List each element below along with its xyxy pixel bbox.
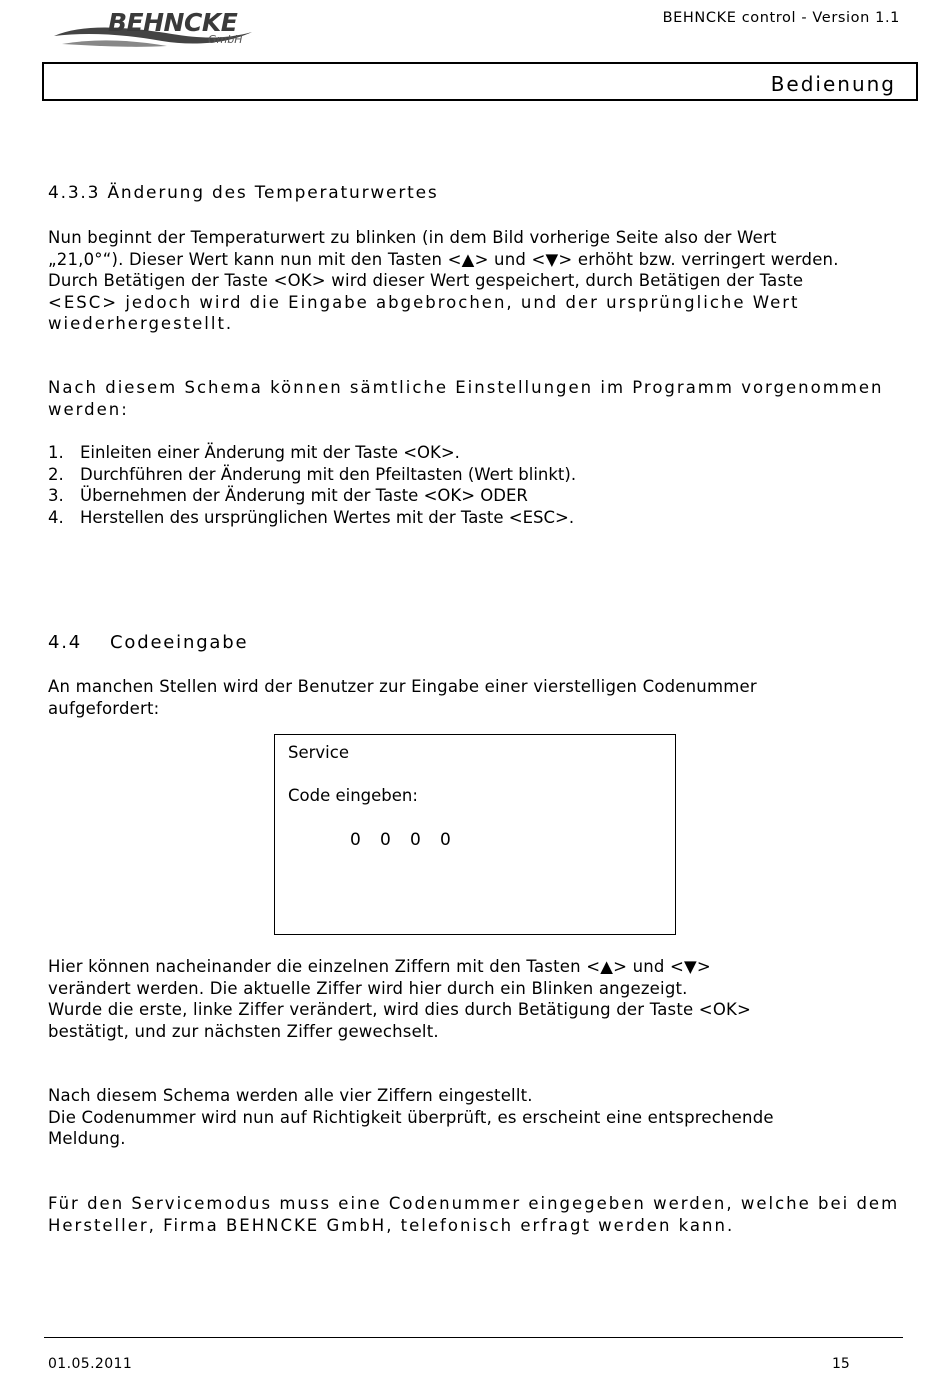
text-line: Durch Betätigen der Taste <OK> wird dieser Wert gespeichert, durch Betätigen der Taste — [48, 271, 804, 290]
list-number: 1. — [48, 443, 64, 462]
list-item — [48, 464, 576, 486]
list-text: Durchführen der Änderung mit den Pfeiltasten (Wert blinkt). — [80, 464, 577, 484]
display-line-service: Service — [288, 743, 349, 762]
text-line: <ESC> jedoch wird die Eingabe abgebrochen, und der ursprüngliche Wert — [48, 292, 800, 312]
list-text: Einleiten einer Änderung mit der Taste <OK>. — [80, 443, 460, 462]
paragraph-code-intro — [48, 676, 918, 719]
code-digit: 0 — [350, 830, 361, 850]
code-digit: 0 — [440, 830, 451, 850]
logo-text: BEHNCKE — [108, 8, 238, 37]
list-item — [48, 485, 576, 507]
text-line: verändert werden. Die aktuelle Ziffer wird hier durch ein Blinken angezeigt. — [48, 978, 688, 998]
steps-list — [48, 442, 576, 528]
text-line: Für den Servicemodus muss eine Codenummer eingegeben werden, welche bei dem — [48, 1194, 900, 1213]
heading-4-4 — [48, 632, 248, 653]
text-line: Hier können nacheinander die einzelnen Ziffern mit den Tasten <▲> und <▼> — [48, 957, 711, 976]
paragraph-temperature-change — [48, 227, 918, 335]
document-title: BEHNCKE control - Version 1.1 — [662, 10, 900, 26]
section-title: Bedienung — [770, 72, 896, 96]
text-line: Meldung. — [48, 1129, 126, 1148]
list-text: Herstellen des ursprünglichen Wertes mit der Taste <ESC>. — [80, 507, 575, 527]
section-title-box — [42, 62, 918, 101]
footer-divider — [44, 1337, 903, 1338]
text-line: Die Codenummer wird nun auf Richtigkeit überprüft, es erscheint eine entsprechende — [48, 1107, 774, 1127]
company-logo — [52, 6, 258, 50]
heading-number: 4.4 — [48, 632, 83, 653]
text-line: Nun beginnt der Temperaturwert zu blinken (in dem Bild vorherige Seite also der Wert — [48, 228, 777, 247]
text-line: Nach diesem Schema können sämtliche Einstellungen im Programm vorgenommen — [48, 378, 884, 397]
logo-subtext: GmbH — [208, 33, 243, 46]
page-number: 15 — [832, 1356, 850, 1372]
list-number: 3. — [48, 486, 64, 505]
text-line: werden: — [48, 399, 129, 419]
paragraph-code-check — [48, 1085, 918, 1150]
text-line: aufgefordert: — [48, 698, 160, 718]
heading-4-3-3: 4.3.3 Änderung des Temperaturwertes — [48, 183, 439, 203]
code-digit: 0 — [380, 830, 391, 850]
list-number: 4. — [48, 507, 64, 527]
paragraph-schema — [48, 377, 918, 420]
text-line: Wurde die erste, linke Ziffer verändert, wird dies durch Betätigung der Taste <OK> — [48, 1000, 752, 1019]
text-line: Hersteller, Firma BEHNCKE GmbH, telefonisch erfragt werden kann. — [48, 1215, 735, 1235]
paragraph-service-mode — [48, 1193, 918, 1236]
list-item — [48, 442, 576, 464]
code-digits — [350, 830, 470, 850]
display-line-code-prompt: Code eingeben: — [288, 786, 418, 805]
text-line: Nach diesem Schema werden alle vier Ziffern eingestellt. — [48, 1086, 533, 1105]
list-text: Übernehmen der Änderung mit der Taste <OK> ODER — [80, 486, 528, 505]
code-display-box — [274, 734, 676, 935]
code-digit: 0 — [410, 830, 421, 850]
heading-text: Codeeingabe — [110, 632, 249, 653]
text-line: wiederhergestellt. — [48, 314, 234, 333]
text-line: An manchen Stellen wird der Benutzer zur Eingabe einer vierstelligen Codenummer — [48, 677, 757, 696]
paragraph-digit-entry — [48, 956, 918, 1042]
list-item — [48, 507, 576, 529]
text-line: „21,0°“). Dieser Wert kann nun mit den Tasten <▲> und <▼> erhöht bzw. verringert werden. — [48, 249, 839, 269]
footer-date: 01.05.2011 — [48, 1356, 133, 1372]
list-number: 2. — [48, 464, 64, 484]
text-line: bestätigt, und zur nächsten Ziffer gewechselt. — [48, 1021, 439, 1041]
